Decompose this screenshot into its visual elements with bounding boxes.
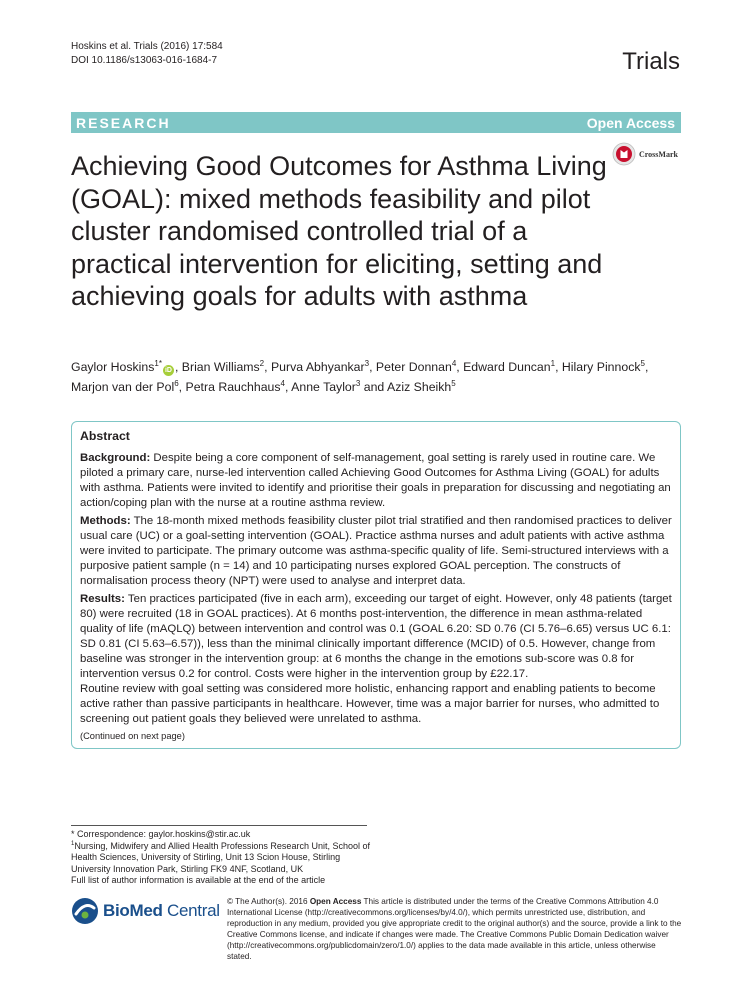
author-affiliation: 5: [451, 378, 456, 388]
author-affiliation: 6: [174, 378, 179, 388]
abstract-background: [80, 451, 672, 511]
author-affiliation: 4: [451, 358, 457, 368]
results-text: Ten practices participated (five in each arm), exceeding our target of eight. However, only 48 patients (target 80) were recruited (18 in GOAL practices). At 6 months post-intervention, the difference in mean asthma-related quality of life (mAQLQ) between intervention and control was 0.1 (GOAL 6.20: SD 0.76 (CI 5.76–6.65) versus UC 6.1: SD 0.81 (CI 5.63–6.57)), less than the minimal clinically important difference (MCID) of 0.5. However, change from baseline was stronger in the intervention group: at 6 months the change in the emotions sub-score was 0.8 for intervention versus 0.2 for control. Costs were higher in the intervention group by £22.17.: [80, 593, 672, 680]
author-affiliation: 5: [640, 358, 645, 368]
author-affiliation: 1*: [154, 358, 162, 368]
wordmark-light: Central: [162, 901, 220, 920]
doi-line: DOI 10.1186/s13063-016-1684-7: [71, 55, 218, 66]
license-statement: [227, 896, 682, 962]
methods-text: The 18-month mixed methods feasibility cluster pilot trial stratified and then randomised practices to deliver usual care (UC) or a goal-setting intervention (GOAL). Practice asthma nurses and adult patients with active asthma were invited to participate. The primary outcome was asthma-specific quality of life. Semi-structured interviews with a purposive patient sample (n = 14) and 10 participating nurses explored GOAL perception. The constructs of normalisation process theory (NPT) were used to analyse and interpret data.: [80, 515, 672, 587]
author-affiliation: 3: [355, 378, 361, 388]
author-name: Anne Taylor: [291, 380, 356, 394]
author-affiliation: 4: [280, 378, 285, 388]
abstract-methods: [80, 514, 672, 589]
crossmark-badge[interactable]: [612, 142, 678, 166]
journal-name: Trials: [622, 48, 680, 75]
author-name: Petra Rauchhaus: [185, 380, 281, 394]
article-title: Achieving Good Outcomes for Asthma Living (GOAL): mixed methods feasibility and pilot cluster randomised controlled trial of a practical intervention for eliciting, setting and achieving goals for adults with asthma: [71, 151, 607, 311]
affiliation: [71, 841, 381, 876]
license-open-access: Open Access: [309, 897, 362, 906]
author-name: Marjon van der Pol: [71, 380, 175, 394]
author-affiliation: 3: [364, 358, 370, 368]
author-list: Gaylor Hoskins$^{1*}$iD , Brian Williams$^2$, Purva Abhyankar$^3$, Peter Donnan$^4$, Edward Duncan$^1$, Hilary Pinnock$^5$, Marjon van der Pol$^6$, Petra Rauchhaus$^4$, Anne Taylor$^3$ and Aziz Sheikh$^5$: [71, 358, 649, 394]
affiliation-text: Nursing, Midwifery and Allied Health Professions Research Unit, School of Health Sciences, University of Stirling, Unit 13 Scion House, Stirling University Innovation Park, Stirling FK9 4NF, Scotland, UK: [71, 840, 370, 874]
biomed-central-icon: [71, 897, 99, 925]
license-prefix: © The Author(s). 2016: [227, 897, 310, 906]
abstract-heading: Abstract: [80, 429, 130, 443]
author-name: Brian Williams: [181, 360, 260, 374]
methods-label: Methods:: [80, 515, 131, 527]
author-name: Gaylor Hoskins: [71, 360, 155, 374]
abstract-results-continued: Routine review with goal setting was considered more holistic, enhancing rapport and enabling patients to become active rather than passive participants in healthcare. However, time was a major barrier for nurses, who admitted to screening out patient goals they believed were unrelated to asthma.: [80, 683, 660, 725]
correspondence: * Correspondence: gaylor.hoskins@stir.ac.uk: [71, 829, 251, 839]
full-list-note: Full list of author information is available at the end of the article: [71, 875, 326, 886]
open-access-label: Open Access: [586, 114, 675, 131]
author-name: Aziz Sheikh: [387, 380, 452, 394]
author-name: Hilary Pinnock: [561, 360, 641, 374]
citation: [71, 40, 223, 68]
author-name: Peter Donnan: [375, 360, 452, 374]
biomed-central-logo: [71, 897, 220, 925]
license-text: This article is distributed under the terms of the Creative Commons Attribution 4.0 International License (http://creativecommons.org/licenses/by/4.0/), which permits unrestricted use, distribution, and reproduction in any medium, provided you give appropriate credit to the original author(s) and the source, provide a link to the Creative Commons license, and indicate if changes were made. The Creative Commons Public Domain Dedication waiver (http://creativecommons.org/publicdomain/zero/1.0/) applies to the data made available in this article, unless otherwise stated.: [227, 897, 682, 961]
affiliation-number: 1: [71, 840, 75, 847]
article-type-banner: [71, 112, 681, 133]
abstract-results: [80, 592, 672, 682]
crossmark-icon: [612, 142, 636, 166]
author-name: Edward Duncan: [463, 360, 551, 374]
footnote-divider: [71, 825, 367, 826]
crossmark-label: CrossMark: [639, 149, 678, 159]
wordmark-bold: BioMed: [103, 901, 163, 920]
background-text: Despite being a core component of self-management, goal setting is rarely used in routine care. We piloted a primary care, nurse-led intervention called Achieving Good Outcomes for Asthma Living (GOAL) for adults with asthma. Patients were invited to identify and prioritise their goals in preparation for discussing and negotiating an action/coping plan with the nurse at a routine asthma review.: [80, 452, 671, 509]
article-type: RESEARCH: [76, 114, 171, 131]
results-label: Results:: [80, 593, 125, 605]
author-affiliation: 2: [259, 358, 265, 368]
author-affiliation: 1: [550, 358, 556, 368]
abstract-box: [71, 421, 681, 749]
orcid-icon[interactable]: iD: [164, 367, 172, 374]
continued-note: (Continued on next page): [80, 731, 185, 741]
author-name: Purva Abhyankar: [270, 360, 365, 374]
citation-line: Hoskins et al. Trials (2016) 17:584: [71, 41, 223, 52]
biomed-central-wordmark: [103, 901, 220, 921]
footnotes: [71, 829, 381, 887]
background-label: Background:: [80, 452, 151, 464]
